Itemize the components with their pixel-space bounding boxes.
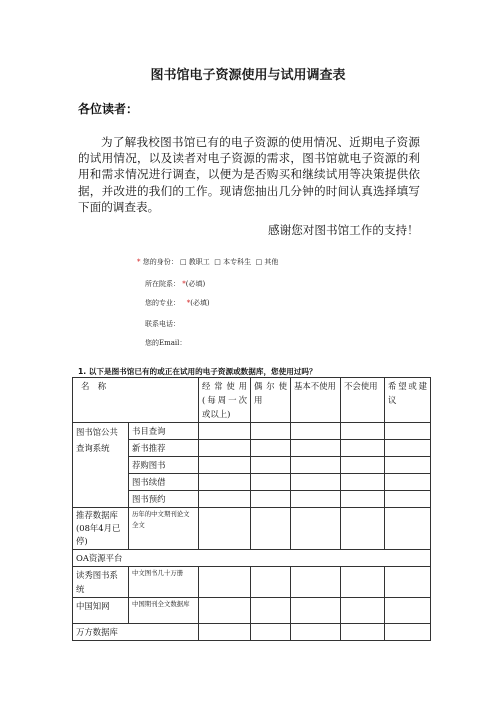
identity-option-student[interactable]: □ 本专科生 bbox=[214, 258, 252, 266]
table-row bbox=[73, 550, 431, 567]
cell[interactable] bbox=[199, 598, 251, 624]
item-book-request: 荐购图书 bbox=[129, 457, 199, 474]
table-row bbox=[73, 508, 431, 550]
cell[interactable] bbox=[199, 624, 251, 641]
header-name: 名 称 bbox=[73, 378, 199, 423]
cell[interactable] bbox=[199, 457, 251, 474]
cell[interactable] bbox=[341, 423, 385, 440]
email-field[interactable] bbox=[145, 338, 186, 348]
major-label: 您的专业： bbox=[145, 299, 180, 307]
cell[interactable] bbox=[251, 423, 291, 440]
item-renewal: 图书续借 bbox=[129, 474, 199, 491]
table-row bbox=[73, 624, 431, 641]
identity-option-other[interactable]: □ 其他 bbox=[255, 258, 279, 266]
header-occasional: 偶尔使用 bbox=[251, 378, 291, 423]
cell[interactable] bbox=[251, 474, 291, 491]
group-opac: 图书馆公共查询系统 bbox=[73, 423, 129, 508]
cell[interactable] bbox=[341, 491, 385, 508]
cell[interactable] bbox=[291, 440, 341, 457]
cell[interactable] bbox=[385, 423, 431, 440]
cell[interactable] bbox=[341, 474, 385, 491]
item-journal-fulltext: 历年的中文期刊论文全文 bbox=[129, 508, 199, 550]
major-field[interactable] bbox=[145, 298, 210, 308]
question-1: 1. 以下是图书馆已有的或正在试用的电子资源或数据库，您使用过吗？ bbox=[78, 367, 317, 376]
group-oa-platform: OA资源平台 bbox=[73, 550, 431, 567]
cell[interactable] bbox=[385, 440, 431, 457]
cell[interactable] bbox=[291, 491, 341, 508]
identity-option-staff[interactable]: □ 教职工 bbox=[179, 258, 210, 266]
cell[interactable] bbox=[385, 491, 431, 508]
page-title: 图书馆电子资源使用与试用调查表 bbox=[150, 68, 346, 83]
cell[interactable] bbox=[291, 624, 341, 641]
header-suggestion: 希望或建议 bbox=[385, 378, 431, 423]
cell[interactable] bbox=[341, 440, 385, 457]
table-row bbox=[73, 598, 431, 624]
cell[interactable] bbox=[385, 598, 431, 624]
resource-usage-table bbox=[72, 377, 431, 641]
cell[interactable] bbox=[199, 440, 251, 457]
cell[interactable] bbox=[199, 491, 251, 508]
required-note: (必填) bbox=[185, 280, 206, 288]
phone-field[interactable] bbox=[145, 319, 180, 329]
cell[interactable] bbox=[341, 567, 385, 598]
cell[interactable] bbox=[291, 423, 341, 440]
cell[interactable] bbox=[385, 624, 431, 641]
identity-label: 您的身份： bbox=[142, 258, 178, 266]
cell[interactable] bbox=[291, 598, 341, 624]
department-field[interactable] bbox=[145, 279, 205, 289]
cell[interactable] bbox=[251, 567, 291, 598]
cell[interactable] bbox=[251, 440, 291, 457]
cell[interactable] bbox=[199, 508, 251, 550]
item-cnki-journals: 中国期刊全文数据库 bbox=[129, 598, 199, 624]
cell[interactable] bbox=[251, 457, 291, 474]
greeting: 各位读者： bbox=[78, 102, 139, 116]
required-note: (必填) bbox=[190, 299, 210, 307]
group-recommended-db: 推荐数据库(08年4月已停) bbox=[73, 508, 129, 550]
cell[interactable] bbox=[385, 457, 431, 474]
cell[interactable] bbox=[251, 598, 291, 624]
email-label: 您的Email： bbox=[145, 339, 187, 347]
group-cnki: 中国知网 bbox=[73, 598, 129, 624]
cell[interactable] bbox=[291, 508, 341, 550]
cell[interactable] bbox=[251, 624, 291, 641]
required-mark: * bbox=[186, 299, 191, 307]
table-row bbox=[73, 423, 431, 440]
cell[interactable] bbox=[385, 474, 431, 491]
cell[interactable] bbox=[341, 624, 385, 641]
header-cannot-use: 不会使用 bbox=[341, 378, 385, 423]
required-mark: * bbox=[182, 280, 186, 288]
item-reservation: 图书预约 bbox=[129, 491, 199, 508]
phone-label: 联系电话： bbox=[145, 320, 180, 328]
item-new-books: 新书推荐 bbox=[129, 440, 199, 457]
cell[interactable] bbox=[199, 474, 251, 491]
cell[interactable] bbox=[341, 457, 385, 474]
group-duxiu: 读秀图书系统 bbox=[73, 567, 129, 598]
cell[interactable] bbox=[385, 567, 431, 598]
table-row bbox=[73, 567, 431, 598]
cell[interactable] bbox=[291, 567, 341, 598]
intro-paragraph: 为了解我校图书馆已有的电子资源的使用情况、近期电子资源的试用情况，以及读者对电子资源的需求，图书馆就电子资源的利用和需求情况进行调查，以便为是否购买和继续试用等决策提供依据，并改进的我们的工作。现请您抽出几分钟的时间认真选择填写下面的调查表。 bbox=[78, 135, 420, 214]
cell[interactable] bbox=[251, 491, 291, 508]
cell[interactable] bbox=[251, 508, 291, 550]
cell[interactable] bbox=[385, 508, 431, 550]
cell[interactable] bbox=[199, 423, 251, 440]
cell[interactable] bbox=[341, 598, 385, 624]
table-header-row bbox=[73, 378, 431, 423]
item-chinese-books: 中文图书几十万册 bbox=[129, 567, 199, 598]
cell[interactable] bbox=[291, 474, 341, 491]
header-rarely: 基本不使用 bbox=[291, 378, 341, 423]
cell[interactable] bbox=[341, 508, 385, 550]
required-mark: * bbox=[137, 258, 141, 266]
identity-field bbox=[137, 257, 278, 267]
item-catalog-search: 书目查询 bbox=[129, 423, 199, 440]
thanks-line: 感谢您对图书馆工作的支持！ bbox=[268, 223, 419, 237]
group-wanfang: 万方数据库 bbox=[73, 624, 199, 641]
department-label: 所在院系： bbox=[145, 280, 180, 288]
cell[interactable] bbox=[291, 457, 341, 474]
header-frequent: 经常使用(每周一次或以上) bbox=[199, 378, 251, 423]
cell[interactable] bbox=[199, 567, 251, 598]
